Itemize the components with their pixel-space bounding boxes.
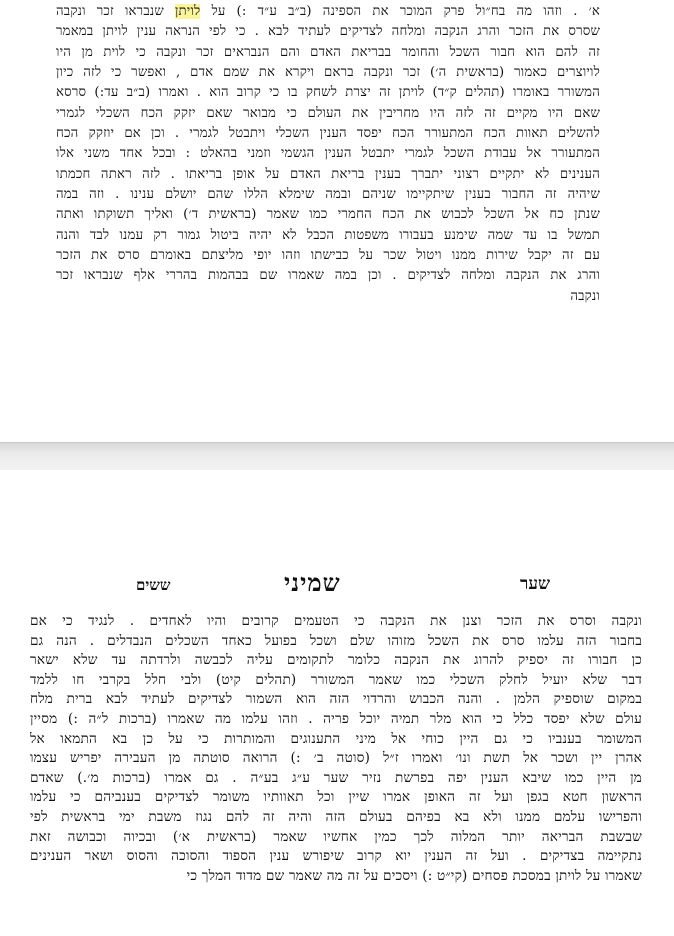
bottom-page-line: בחבור הזה עלמו סרס את השכל מזוהו שלם ושכל בפועל כאחד השכלים הנבדלים . הנה גם (30, 632, 642, 649)
bottom-page-line: והפרישו עלמם ממנו ולא בא בפיהם בעולם הזה והיה זה להם נגוז משבת ימי בראשית לפי (30, 808, 642, 825)
bottom-page-line: אהרן יין ושכר אל תשת ונו׳ ואמרו ז״ל (סוטה ב׳ :) הרואה סוטתה מן העבירה יפריש עצמו (30, 750, 642, 767)
bottom-page-line: במקום שוספיק הלמן . והנה הכבוש והרדוי הזה הוא השמור לצדיקים לעתיד לבא ברית מלח (30, 691, 642, 708)
page-header (110, 570, 550, 600)
top-page-line: עם זה יקבל שירות ממנו ויטול שכר על כבישתו וזהו יופי מליצתם באומרם סרס את הזכר (56, 248, 600, 264)
bottom-page-line: ונקבה וסרס את הזכר וצנן את הנקבה כי הטעמים קרובים והיו לאחדים . לנגיד כי אם (30, 613, 642, 629)
bottom-page-line: נתקיימה בצדיקים . ועל זה הענין יוא קרוב שיפורש ענין הספוד והסוכה והסוס ושאר הענינים (30, 848, 642, 865)
bottom-page-line: המשומר בענביו כי גם היין כוחי אל מיני התענוגים והמותרות כי על כן בא התמאו אל (30, 730, 642, 747)
header-title: שמיני (284, 568, 341, 597)
top-page-line: שאם היו מקיים זה לזה היו מחריבין את העולם כי מבואר שאם יזקק הכח השכלי לגמרי (56, 105, 600, 121)
top-page-line: המשורר באומרו (תהלים ק״ד) לויתן זה יצרת לשחק בו כי קרוב הוא . ואמרו (ב״ב עד:) סרסא (56, 85, 600, 101)
top-page-line: שיהיה זה החבור בענין שיתקיימו שניהם ובמה שימלא הללו שהם יושלם ענינו . וזה במה (56, 187, 600, 203)
top-page-line: והרג את הנקבה ומלחה לצדיקים . וכן במה שאמרו שם בבהמות בהררי אלף שנבראו זכר (56, 268, 600, 284)
top-page-line: א׳ . וזהו מה בח״ול פרק המוכר את הספינה (ב״ב ע״ד :) על לויתן שנבראו זכר ונקבה (56, 4, 600, 19)
top-page-line: הענינים לא יתקיים רצוני יתברך בענין בריאת האדם על אופן בריאתו . לזה ראתה חכמתו (56, 166, 600, 182)
top-page-line: תמשל בו עד שמה שימנע בעבורו משפטות הכבל לא יהיה ביטול גמור רק עמנו לבד והנה (56, 227, 600, 243)
bottom-page-line: מן היין כמו שיבא הענין יפה בפרשת נזיר שער ע״ג בע״ה . גם אמרו (ברכות מ׳.) שאדם (30, 769, 642, 786)
bottom-page-line: שאמרו על לויתן במסכת פסחים (קי״ט :) ויסכים על זה מה שאמר שם מדוד המלך כי (186, 867, 642, 884)
top-page-line: שסרס את הזכר והרג הנקבה ומלחה לצדיקים לעתיד לבא . כי לפי הנראה ענין לויתן במאמר (56, 24, 600, 40)
bottom-page-line: שבשבת הבריאה יותר המלוה לכך כמין אחשיו שאמר (בראשית א׳) ובכיוה וכבושה זאת (30, 828, 642, 845)
top-page-text (56, 2, 600, 307)
header-gate: שער (519, 574, 550, 594)
top-page (0, 0, 674, 442)
top-page-line: להשלים תאוות הכח המתעורר הכח יפסד הענין השכלי ויתבטל לגמרי . וכן אם יוזקק הכח (56, 126, 600, 142)
bottom-page-line: הראשון חטא בגפן ועל זה האופן אמרו שיין וכל תאוותיו משומר לצדיקים בענביהם כי עלמו (30, 789, 642, 806)
top-page-line: שנתן כח אל השכל לכבוש את הכח החמרי כמו שאמר (בראשית ד׳) ואליך תשוקתו ואתה (56, 207, 600, 223)
bottom-page-text (30, 612, 642, 886)
top-page-line: לויוצרים כאמור (בראשית ה׳) זכר ונקבה בראם ויקרא את שמם אדם , ואפשר כי לזה כיון (56, 65, 600, 81)
header-page-number: ששים (136, 576, 171, 594)
top-page-line: ונקבה (570, 288, 600, 304)
highlighted-word: לויתן (175, 4, 201, 19)
top-page-line: המתעורר אל עבודת השכל לגמרי יתבטל הענין הגשמי וזמני בהאלט : ובכל אחד משני אלו (56, 146, 600, 162)
top-page-line: זה להם הוא חבור השכל והחומר בבריאת האדם והם הנבראים זכר ונקבה כי לוית מן היו (56, 44, 600, 60)
bottom-page-line: דבר שלא יועיל לחלק השכלי כמו שאמר המשורר (תהלים קיט) ולבי חלל בקרבי חו ללמד (30, 671, 642, 688)
bottom-page-line: כן חבורו זה יספיק להרוג את הנקבה כלומר לתקומים עליה לכבשה ולרדתה עד שלא ישאר (30, 652, 642, 669)
page-separator (0, 442, 674, 472)
bottom-page-line: עולם שלא יפסד כלל כי הוא מלר תמיה יוכל פריה . וזהו עלמו מה שאמרו (ברכות ל״ה :) מסיין (30, 710, 642, 727)
